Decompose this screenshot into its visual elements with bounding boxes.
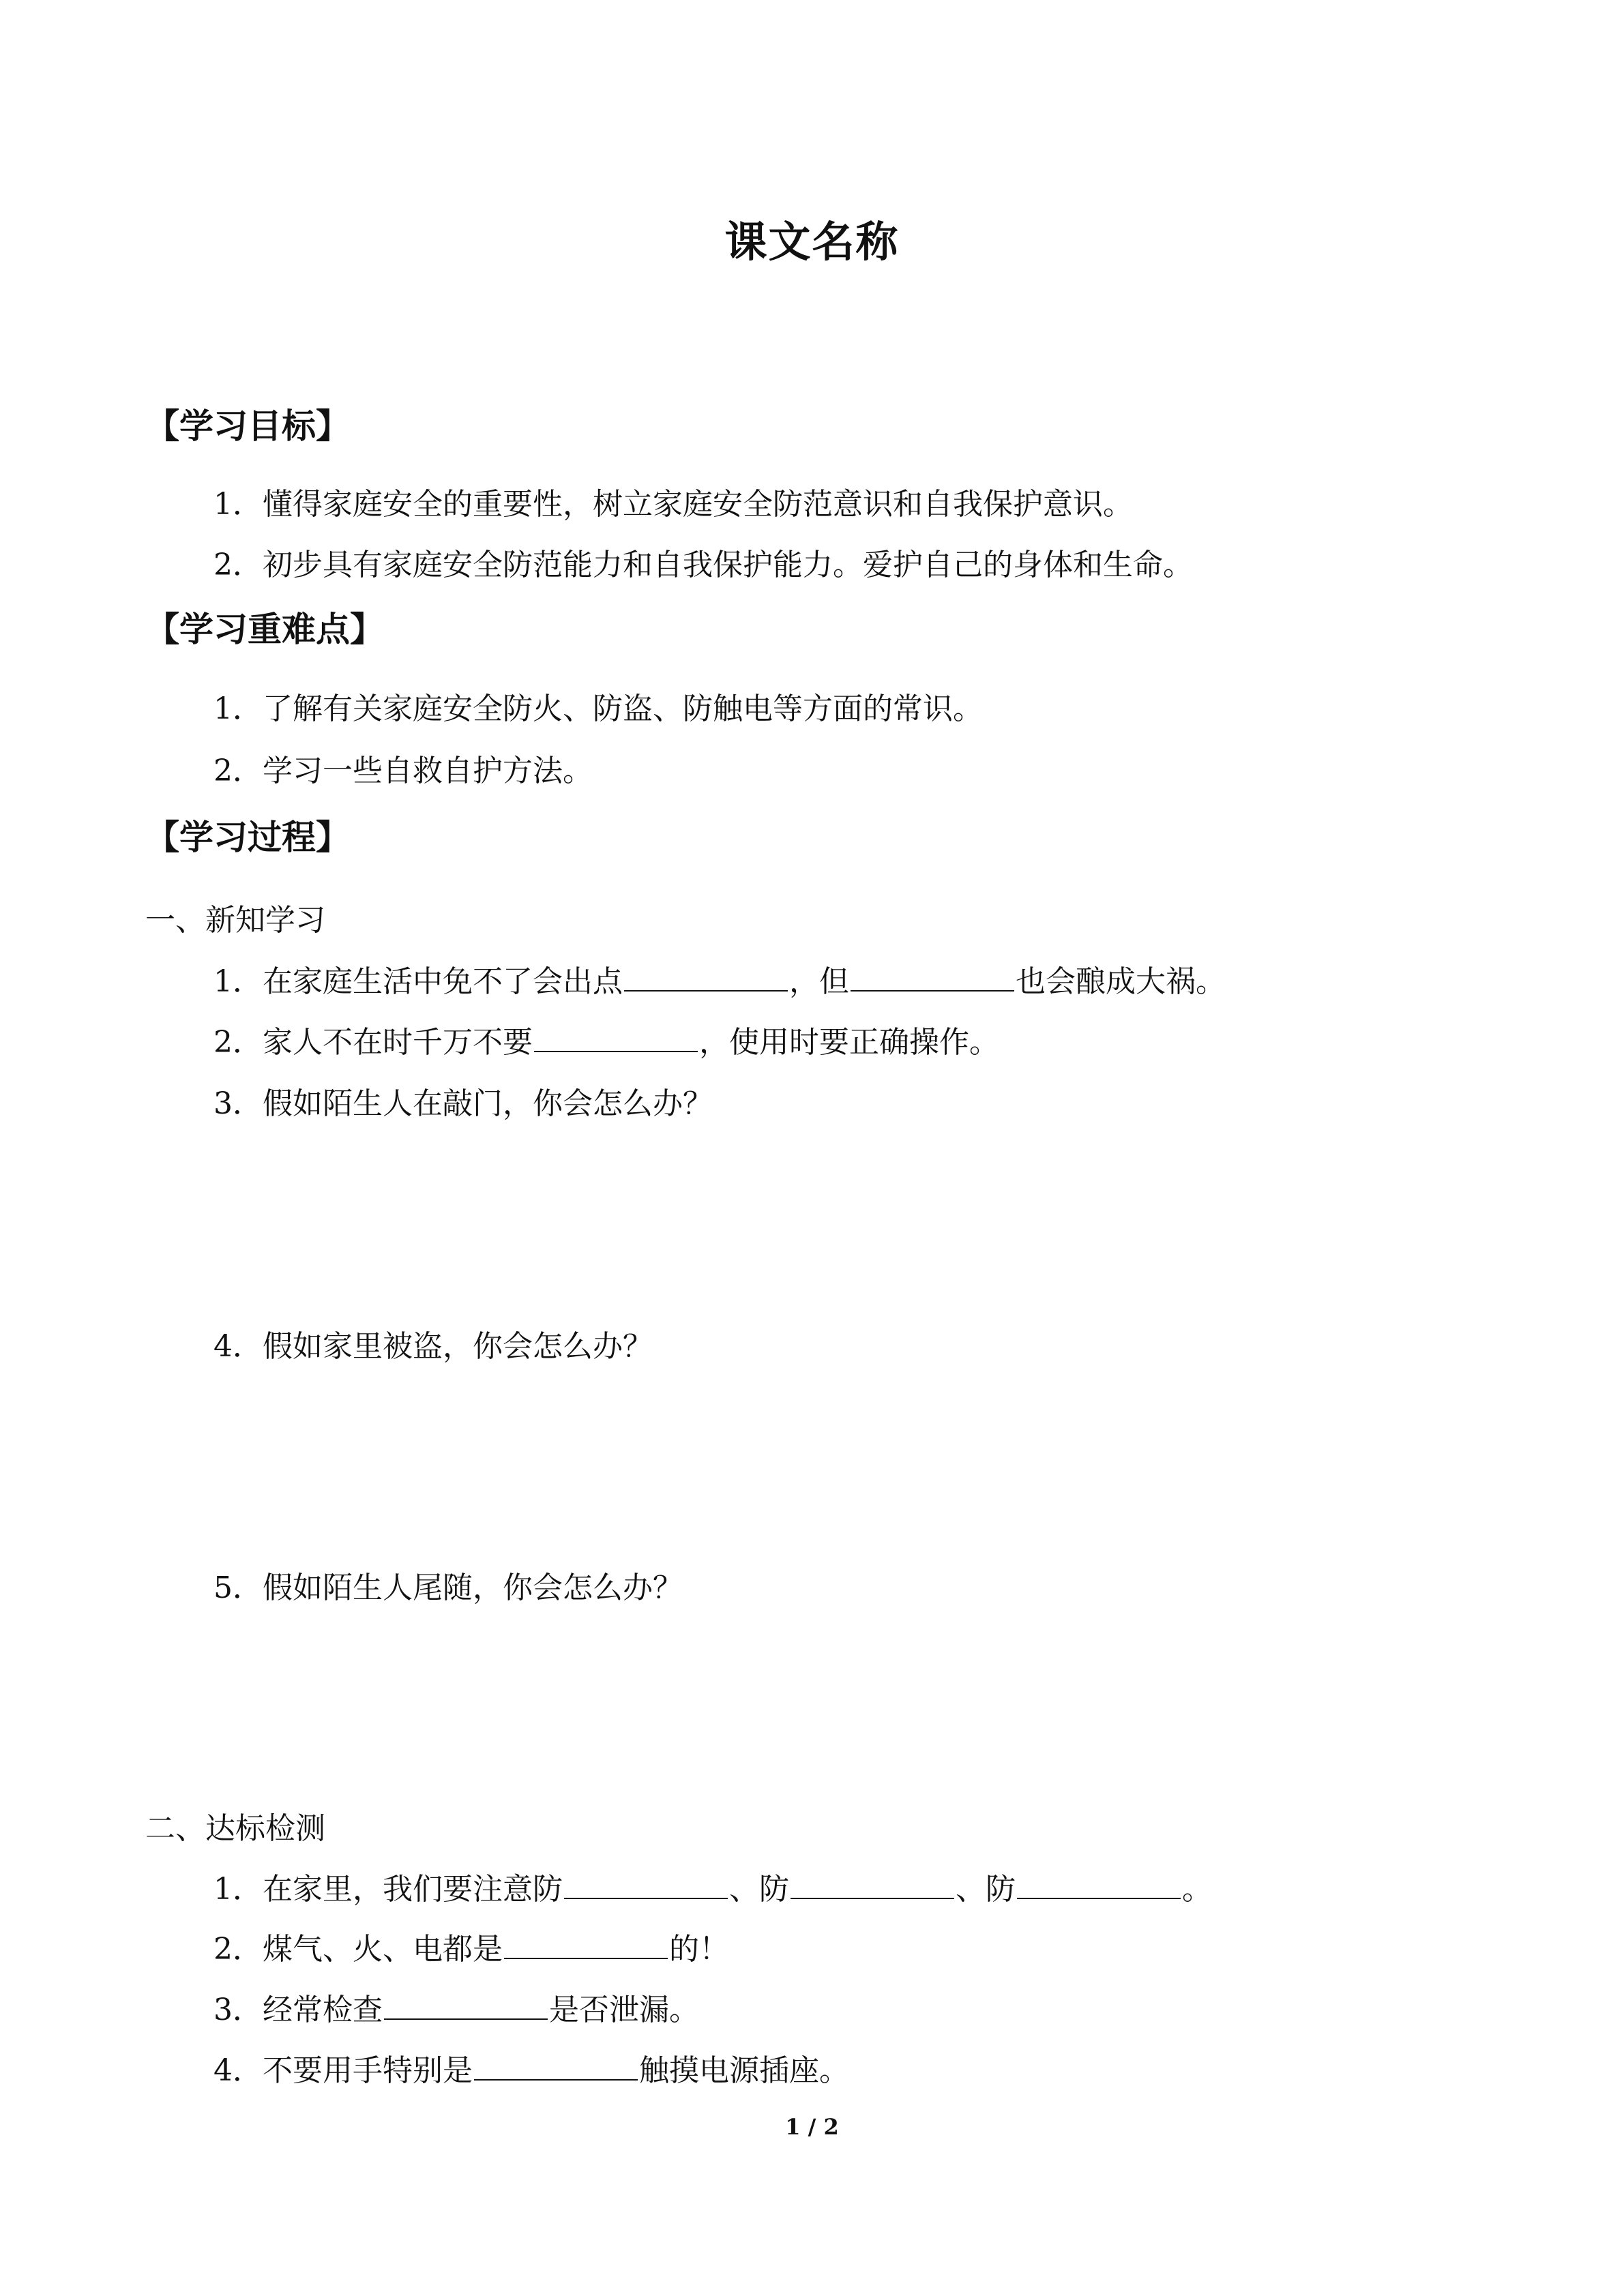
question-text: 、防 (956, 1872, 1016, 1907)
question-text: ，使用时要正确操作。 (699, 1025, 999, 1060)
fill-blank[interactable] (1017, 1868, 1181, 1899)
part1-title: 一、新知学习 (145, 903, 325, 938)
question-text: 4．不要用手特别是 (213, 2053, 473, 2088)
part1-question-5: 5．假如陌生人尾随，你会怎么办？ (213, 1570, 683, 1605)
fill-blank[interactable] (384, 1988, 548, 2020)
fill-blank[interactable] (534, 1021, 698, 1052)
question-text: 。 (1182, 1872, 1212, 1907)
fill-blank[interactable] (474, 2049, 638, 2081)
fill-blank[interactable] (564, 1868, 728, 1899)
question-text: 1．在家里，我们要注意防 (213, 1872, 563, 1907)
part1-question-3: 3．假如陌生人在敲门，你会怎么办？ (213, 1086, 713, 1121)
part2-question-3 (213, 1985, 699, 2029)
heading-learning-goals: 【学习目标】 (145, 406, 350, 446)
goal-item-1: 1．懂得家庭安全的重要性，树立家庭安全防范意识和自我保护意识。 (213, 487, 1133, 522)
question-text: 触摸电源插座。 (639, 2053, 849, 2088)
key-point-item-2: 2．学习一些自救自护方法。 (213, 754, 593, 788)
fill-blank[interactable] (504, 1928, 668, 1959)
page-number: 1 / 2 (785, 2114, 839, 2140)
question-text: 、防 (729, 1872, 789, 1907)
part1-question-4: 4．假如家里被盗，你会怎么办？ (213, 1329, 653, 1364)
fill-blank[interactable] (851, 960, 1014, 992)
question-text: 也会酿成大祸。 (1016, 964, 1226, 999)
question-text: 2．家人不在时千万不要 (213, 1025, 533, 1060)
fill-blank[interactable] (791, 1868, 954, 1899)
part1-question-2 (213, 1017, 999, 1061)
goal-item-2: 2．初步具有家庭安全防范能力和自我保护能力。爱护自己的身体和生命。 (213, 548, 1193, 582)
heading-learning-process: 【学习过程】 (145, 818, 350, 857)
question-text: 3．经常检查 (213, 1993, 383, 2027)
question-text: 的！ (669, 1932, 729, 1967)
question-text: 1．在家庭生活中免不了会出点 (213, 964, 623, 999)
part2-question-4 (213, 2046, 849, 2089)
part2-question-2 (213, 1924, 729, 1968)
key-point-item-1: 1．了解有关家庭安全防火、防盗、防触电等方面的常识。 (213, 691, 983, 726)
question-text: 是否泄漏。 (549, 1993, 699, 2027)
part2-title: 二、达标检测 (145, 1811, 325, 1846)
fill-blank[interactable] (624, 960, 788, 992)
document-title: 课文名称 (724, 217, 900, 267)
part2-question-1 (213, 1864, 1212, 1908)
heading-key-points: 【学习重难点】 (145, 610, 384, 649)
question-text: ，但 (789, 964, 849, 999)
part1-question-1 (213, 957, 1226, 1000)
question-text: 2．煤气、火、电都是 (213, 1932, 503, 1967)
